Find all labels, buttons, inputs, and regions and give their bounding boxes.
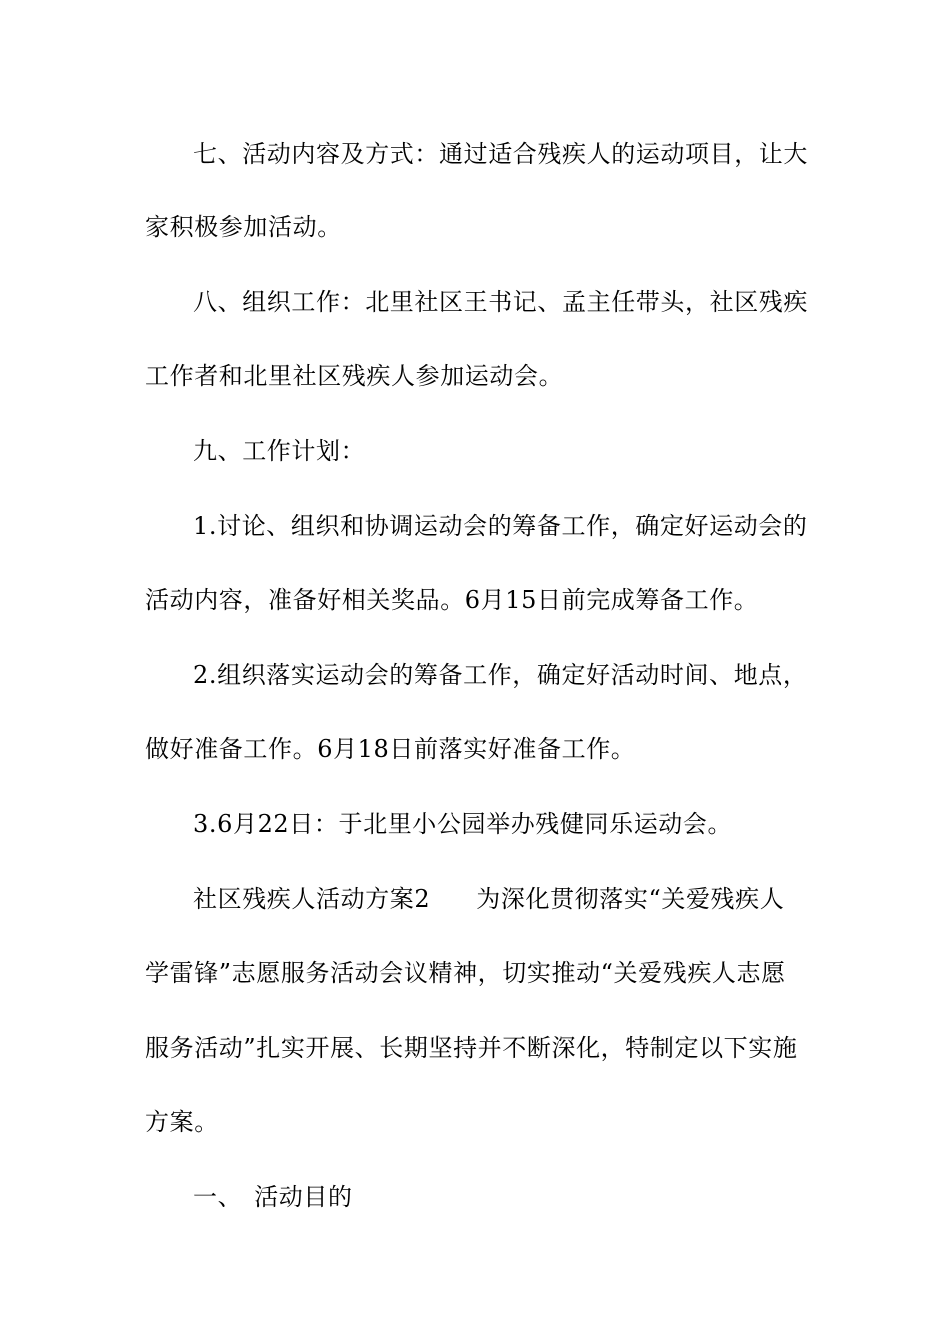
heading-number: 一、 [193, 1183, 243, 1211]
paragraph-line: 1.讨论、组织和协调运动会的筹备工作，确定好运动会的 [193, 512, 808, 540]
paragraph-line: 七、活动内容及方式：通过适合残疾人的运动项目，让大 [193, 140, 808, 168]
heading-text: 活动目的 [254, 1183, 353, 1211]
paragraph-line: 方案。 [145, 1108, 219, 1136]
paragraph-line: 2.组织落实运动会的筹备工作，确定好活动时间、地点， [193, 661, 808, 689]
paragraph-line: 工作者和北里社区残疾人参加运动会。 [145, 362, 564, 390]
section-intro: 为深化贯彻落实“关爱残疾人 [476, 885, 785, 913]
paragraph-line: 服务活动”扎实开展、长期坚持并不断深化，特制定以下实施 [145, 1034, 798, 1062]
paragraph-line: 家积极参加活动。 [145, 213, 342, 241]
paragraph-line: 活动内容，准备好相关奖品。6月15日前完成筹备工作。 [145, 586, 759, 614]
paragraph-line: 3.6月22日：于北里小公园举办残健同乐运动会。 [193, 810, 733, 838]
section-heading [193, 1181, 810, 1213]
paragraph-line: 做好准备工作。6月18日前落实好准备工作。 [145, 735, 636, 763]
paragraph-line: 九、工作计划： [193, 437, 366, 465]
paragraph-line: 八、组织工作：北里社区王书记、孟主任带头，社区残疾 [193, 288, 808, 316]
section-title: 社区残疾人活动方案2 [193, 885, 431, 913]
section-title-line [193, 883, 810, 915]
paragraph-line: 学雷锋”志愿服务活动会议精神，切实推动“关爱残疾人志愿 [145, 959, 786, 987]
